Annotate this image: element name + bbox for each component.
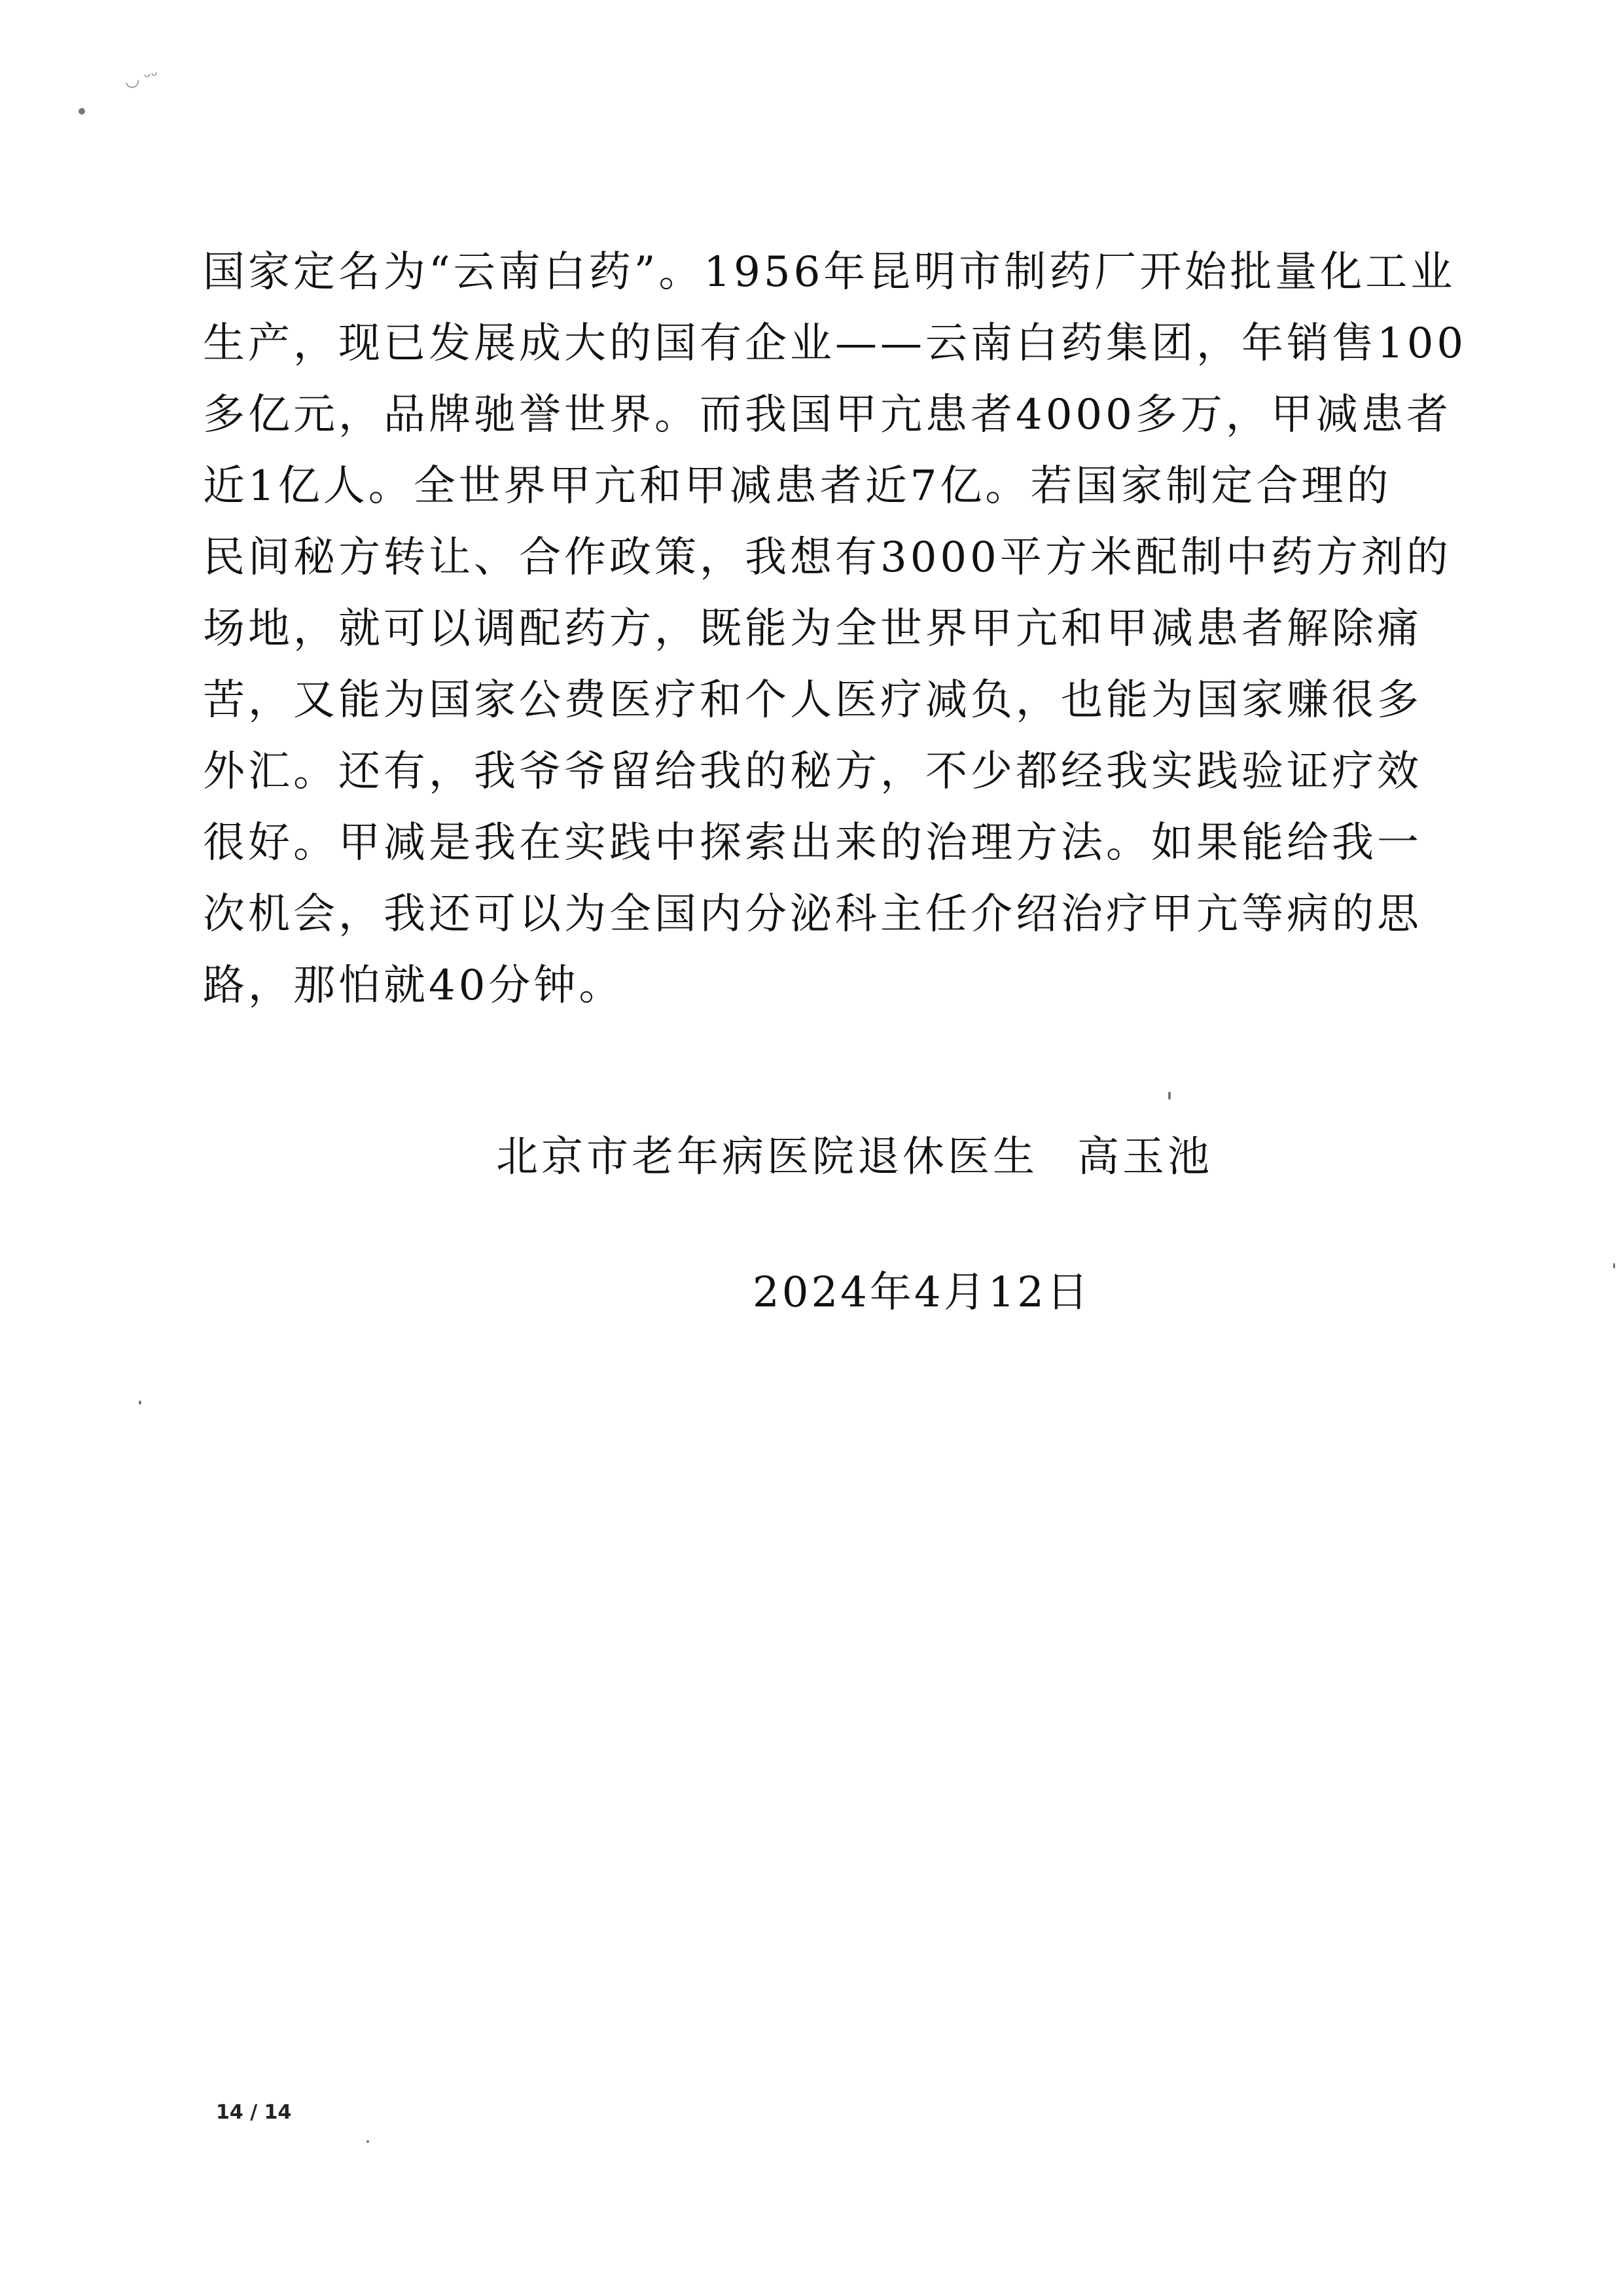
scan-speck	[79, 108, 85, 115]
body-line: 苦，又能为国家公费医疗和个人医疗减负，也能为国家赚很多	[203, 676, 1422, 725]
body-line: 生产，现已发展成大的国有企业——云南白药集团，年销售100	[203, 319, 1467, 368]
body-line: 很好。甲减是我在实践中探索出来的治理方法。如果能给我一	[203, 819, 1422, 867]
body-line: 外汇。还有，我爷爷留给我的秘方，不少都经我实践验证疗效	[203, 747, 1422, 796]
body-line: 近1亿人。全世界甲亢和甲减患者近7亿。若国家制定合理的	[203, 462, 1392, 511]
body-line: 国家定名为“云南白药”。1956年昆明市制药厂开始批量化工业	[203, 248, 1456, 296]
signature-affiliation: 北京市老年病医院退休医生	[496, 1133, 1038, 1181]
scan-speck	[366, 2140, 369, 2143]
signature-block	[496, 1124, 1213, 1190]
scan-speck	[1613, 1263, 1615, 1268]
body-line: 民间秘方转让、合作政策，我想有3000平方米配制中药方剂的	[203, 533, 1452, 582]
body-line: 多亿元，品牌驰誉世界。而我国甲亢患者4000多万，甲减患者	[203, 391, 1452, 439]
scan-artifact: ◡ ᵕᵕ	[122, 65, 161, 92]
body-line: 路，那怕就40分钟。	[203, 961, 624, 1010]
page-number: 14 / 14	[216, 2101, 292, 2124]
body-line: 场地，就可以调配药方，既能为全世界甲亢和甲减患者解除痛	[203, 605, 1422, 653]
signature-name: 高玉池	[1077, 1133, 1213, 1181]
body-line: 次机会，我还可以为全国内分泌科主任介绍治疗甲亢等病的思	[203, 890, 1422, 939]
scan-speck	[1168, 1092, 1171, 1100]
letter-date: 2024年4月12日	[753, 1268, 1092, 1317]
letter-body	[203, 237, 1467, 1022]
scan-speck	[139, 1401, 141, 1405]
